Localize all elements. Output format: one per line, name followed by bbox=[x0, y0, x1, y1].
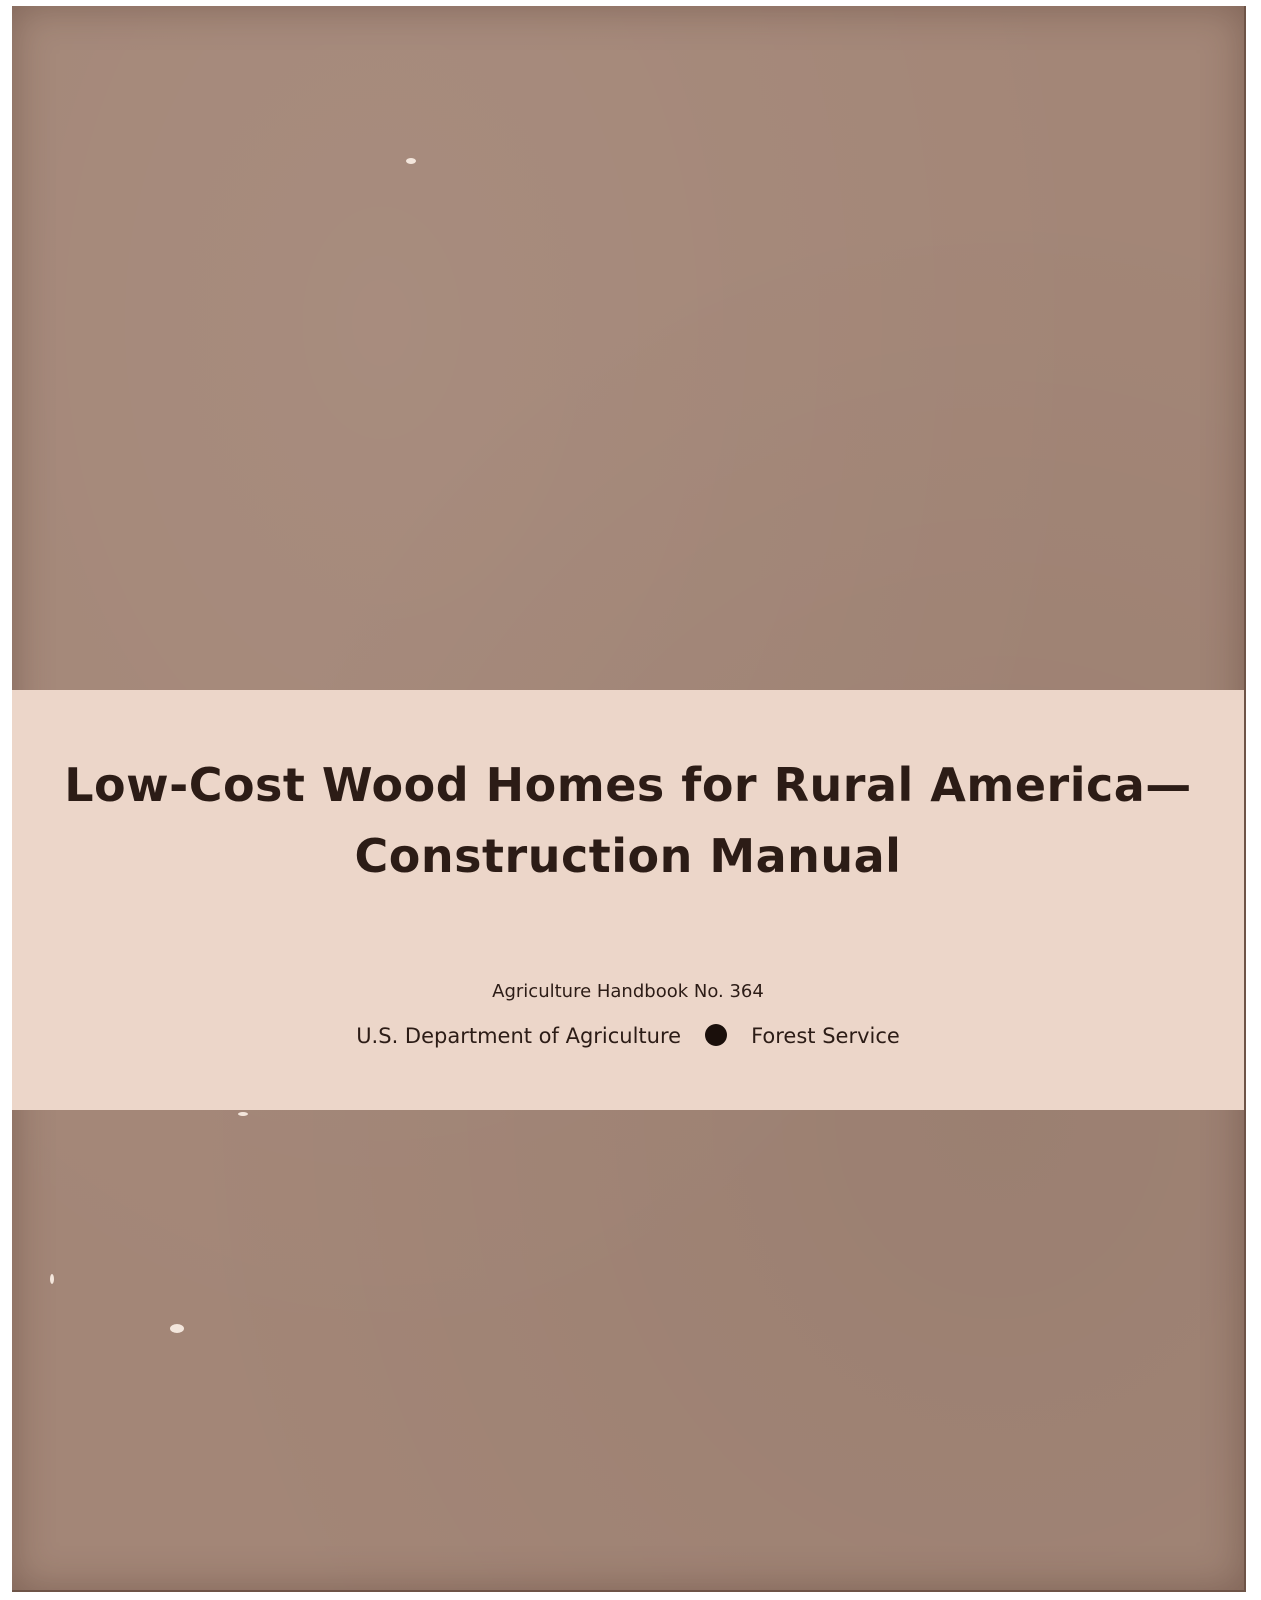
book-cover bbox=[12, 6, 1246, 1592]
paper-speck bbox=[406, 158, 416, 164]
bullet-dot-icon bbox=[705, 1024, 727, 1046]
page-title bbox=[12, 750, 1244, 893]
title-line-1: Low-Cost Wood Homes for Rural America— bbox=[64, 758, 1192, 812]
paper-speck bbox=[50, 1274, 54, 1284]
service-name: Forest Service bbox=[751, 1024, 900, 1048]
title-line-2: Construction Manual bbox=[354, 829, 902, 884]
handbook-number: Agriculture Handbook No. 364 bbox=[492, 981, 764, 1002]
department-name: U.S. Department of Agriculture bbox=[356, 1024, 682, 1048]
publisher-line bbox=[12, 1024, 1244, 1048]
paper-speck bbox=[238, 1112, 248, 1116]
paper-speck bbox=[170, 1324, 184, 1333]
